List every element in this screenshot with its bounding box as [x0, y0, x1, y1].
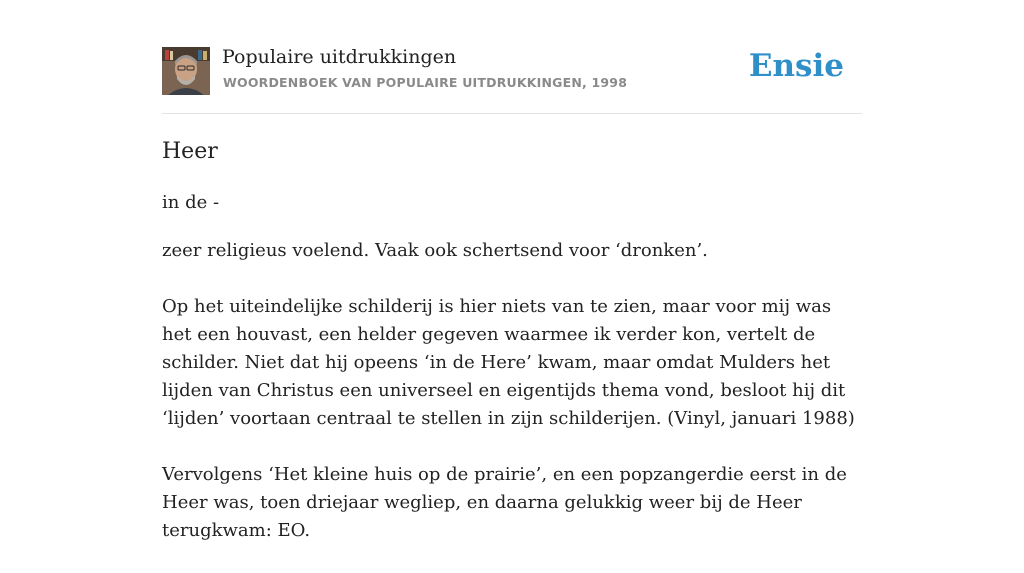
source-subtitle: WOORDENBOEK VAN POPULAIRE UITDRUKKINGEN, 1998	[223, 75, 628, 90]
source-header	[162, 0, 862, 114]
author-avatar[interactable]	[162, 47, 210, 95]
entry-title: Heer	[162, 139, 218, 164]
quote-paragraph: Op het uiteindelijke schilderij is hier niets van te zien, maar voor mij was het een houvast, een helder gegeven waarmee ik verder kon, vertelt de schilder. Niet dat hij opeens ‘in de Here’ kwam, maar omdat Mulders het lijden van Christus een universeel en eigentijds thema vond, besloot hij dit ‘lijden’ voortaan centraal te stellen in zijn schilderijen. (Vinyl, januari 1988)	[162, 296, 855, 429]
quote-paragraph: Vervolgens ‘Het kleine huis op de prairie’, en een popzangerdie eerst in de Heer was, toen driejaar wegliep, en daarna gelukkig weer bij de Heer terugkwam: EO.	[162, 464, 847, 541]
entry-body	[162, 237, 862, 573]
author-portrait-icon	[162, 47, 210, 95]
definition-paragraph: zeer religieus voelend. Vaak ook schertsend voor ‘dronken’.	[162, 240, 708, 261]
brand-logo[interactable]: Ensie	[748, 48, 844, 84]
entry-container	[162, 0, 862, 541]
source-title[interactable]: Populaire uitdrukkingen	[222, 46, 457, 68]
entry-subtitle: in de -	[162, 192, 220, 213]
